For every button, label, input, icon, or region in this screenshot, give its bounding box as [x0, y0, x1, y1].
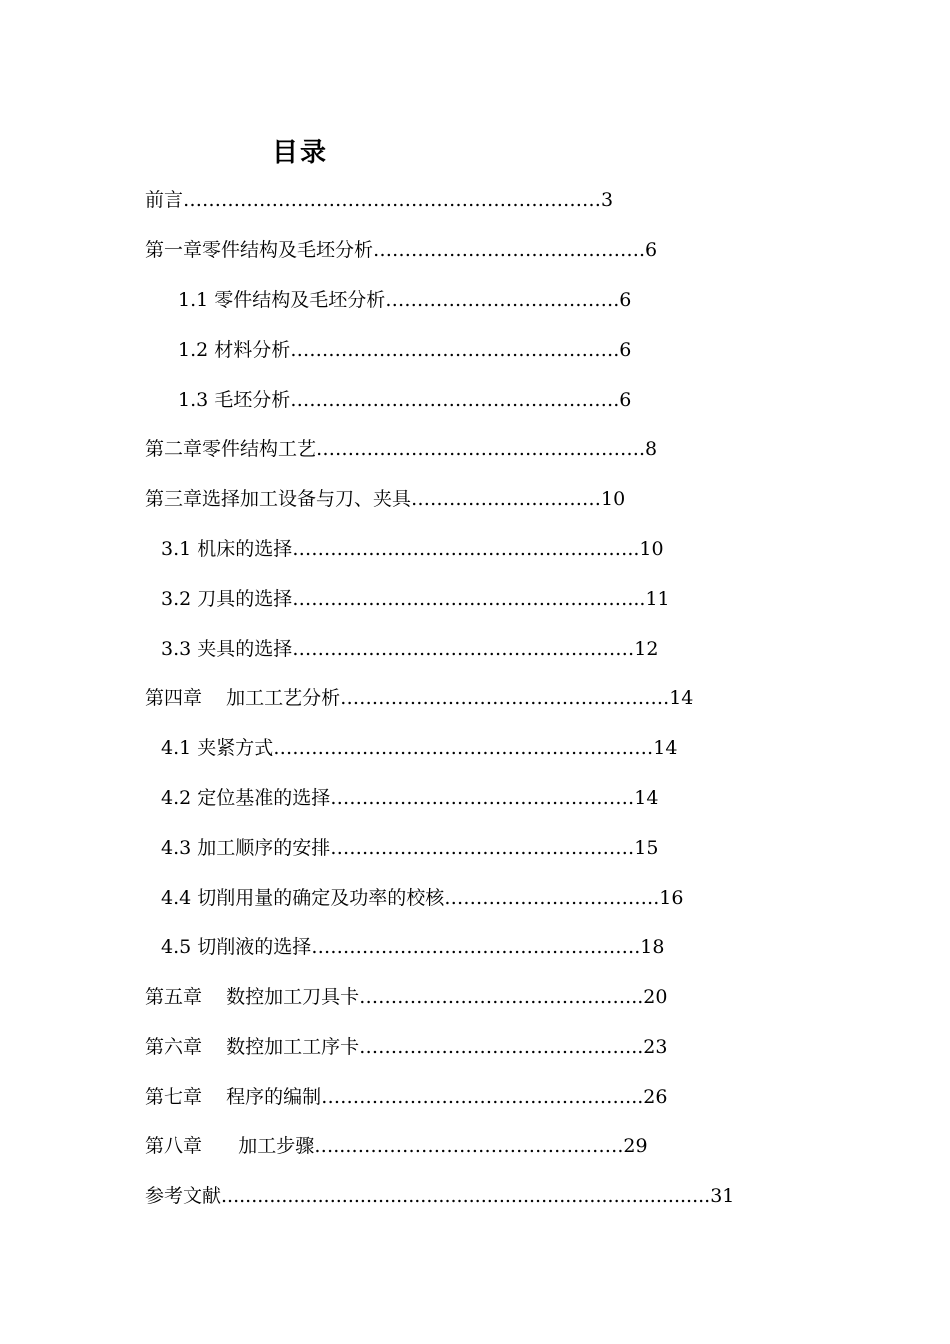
toc-title: 目录: [272, 138, 329, 168]
toc-entry-chapter-5[interactable]: 第五章 数控加工刀具卡……………………………………...20: [145, 986, 668, 1008]
toc-entry-1-3[interactable]: 1.3 毛坯分析…………………………………………….6: [178, 389, 632, 411]
toc-entry-chapter-4[interactable]: 第四章 加工工艺分析…………………………………………….14: [145, 687, 694, 709]
toc-entry-4-4[interactable]: 4.4 切削用量的确定及功率的校核…………………………….16: [161, 887, 684, 909]
toc-entry-chapter-8[interactable]: 第八章 加工步骤…...…………………………………….29: [145, 1135, 648, 1157]
toc-entry-preface[interactable]: 前言…………………………………………………………3: [145, 189, 614, 211]
toc-entry-3-3[interactable]: 3.3 夹具的选择………………………………………………12: [161, 638, 659, 660]
toc-entry-chapter-7[interactable]: 第七章 程序的编制…………………………………………...26: [145, 1086, 668, 1108]
toc-entry-chapter-6[interactable]: 第六章 数控加工工序卡……………………………………...23: [145, 1036, 668, 1058]
toc-entry-chapter-3[interactable]: 第三章选择加工设备与刀、夹具…………………………10: [145, 488, 626, 510]
toc-entry-1-2[interactable]: 1.2 材料分析…………………………………………….6: [178, 339, 632, 361]
toc-entry-4-2[interactable]: 4.2 定位基准的选择…………………………………………14: [161, 787, 659, 809]
toc-entry-4-1[interactable]: 4.1 夹紧方式……………………………………………………14: [161, 737, 678, 759]
toc-entry-4-3[interactable]: 4.3 加工顺序的安排…………………………………………15: [161, 837, 659, 859]
toc-entry-3-1[interactable]: 3.1 机床的选择………………………..……………………..10: [161, 538, 664, 560]
toc-entry-4-5[interactable]: 4.5 切削液的选择…………………………………………….18: [161, 936, 665, 958]
toc-entry-chapter-2[interactable]: 第二章零件结构工艺…………………………………………….8: [145, 438, 658, 460]
toc-entry-3-2[interactable]: 3.2 刀具的选择………………………..……………………...11: [161, 588, 670, 610]
toc-entry-references[interactable]: 参考文献.................................................................................31: [145, 1185, 735, 1207]
toc-entry-1-1[interactable]: 1.1 零件结构及毛坯分析……………………………….6: [178, 289, 632, 311]
toc-entry-chapter-1[interactable]: 第一章零件结构及毛坯分析…………………………………….6: [145, 239, 658, 261]
